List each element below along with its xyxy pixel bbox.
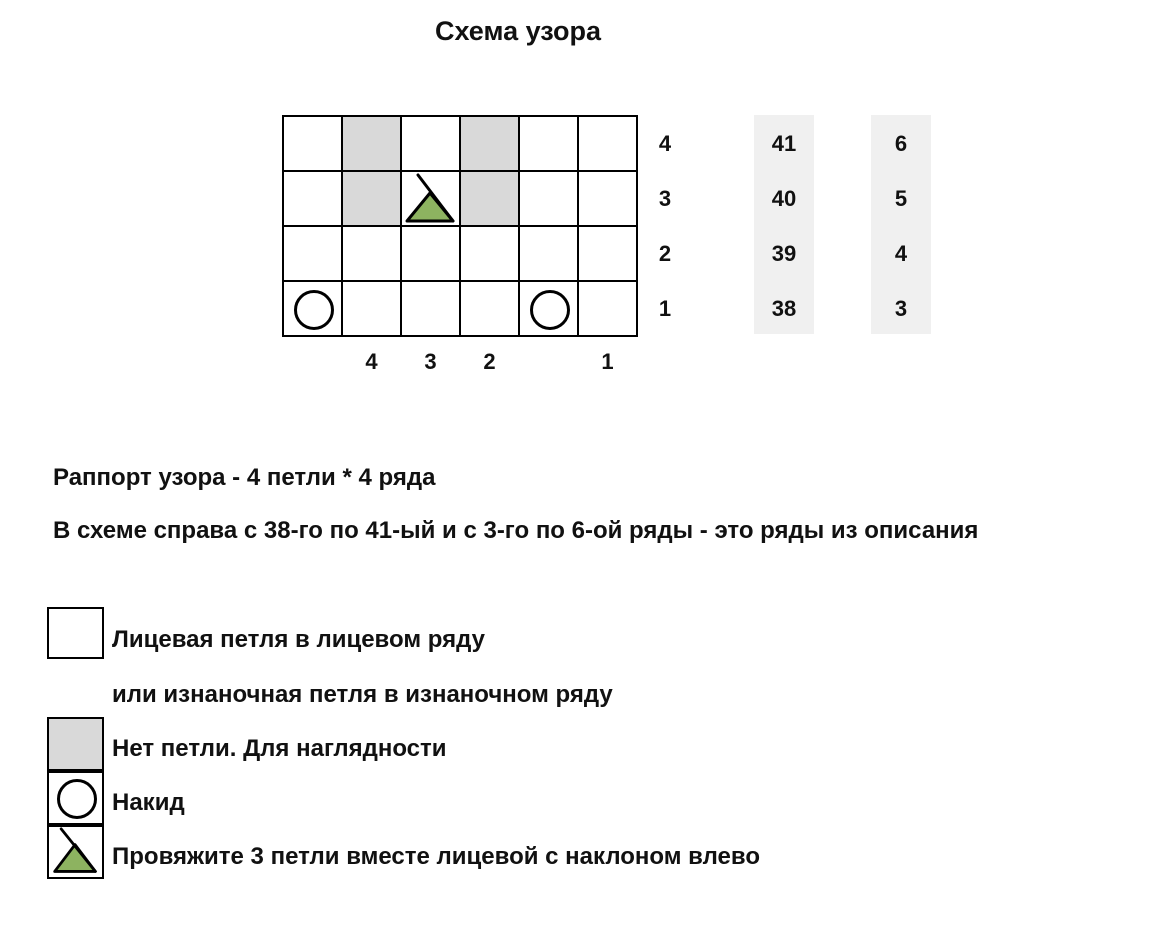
- circle-icon: [530, 290, 570, 330]
- knit-cell: [284, 227, 343, 282]
- desc-row-number: 40: [771, 186, 797, 211]
- desc-row-number: 5: [894, 186, 908, 211]
- knitting-chart-grid: [282, 115, 638, 337]
- legend-knit-swatch: [47, 607, 104, 659]
- desc-row-number: 3: [894, 296, 908, 321]
- legend-no-stitch-label: Нет петли. Для наглядности: [112, 735, 447, 762]
- knit-cell: [284, 117, 343, 172]
- desc-row-number: 41: [771, 131, 797, 156]
- k3tog-left-cell: [402, 172, 461, 227]
- knit-cell: [579, 117, 638, 172]
- legend-k3tog-swatch: [47, 825, 104, 879]
- knit-cell: [579, 282, 638, 337]
- legend-yarn-over-label: Накид: [112, 789, 185, 816]
- no-stitch-cell: [461, 117, 520, 172]
- triangle-left-slant-icon: [402, 172, 459, 225]
- knit-cell: [579, 227, 638, 282]
- knit-cell: [520, 227, 579, 282]
- row-label: 3: [658, 186, 672, 211]
- knit-cell: [520, 117, 579, 172]
- desc-row-number: 38: [771, 296, 797, 321]
- row-label: 2: [658, 241, 672, 266]
- col-label: 3: [424, 349, 437, 374]
- knit-cell: [520, 172, 579, 227]
- triangle-left-slant-icon: [49, 827, 102, 877]
- knit-cell: [461, 227, 520, 282]
- knit-cell: [402, 227, 461, 282]
- knit-cell: [402, 117, 461, 172]
- legend-yarn-over-swatch: [47, 771, 104, 825]
- col-label: 4: [365, 349, 378, 374]
- legend-knit-label-2: или изнаночная петля в изнаночном ряду: [112, 681, 613, 708]
- legend-no-stitch-swatch: [47, 717, 104, 771]
- row-label: 1: [658, 296, 672, 321]
- knit-cell: [579, 172, 638, 227]
- col-label: 1: [601, 349, 614, 374]
- no-stitch-cell: [343, 117, 402, 172]
- no-stitch-cell: [343, 172, 402, 227]
- knit-cell: [461, 282, 520, 337]
- description-rows-column-a: [754, 115, 814, 334]
- col-label: 2: [483, 349, 496, 374]
- circle-icon: [57, 779, 97, 819]
- legend-k3tog-label: Провяжите 3 петли вместе лицевой с наклоном влево: [112, 843, 760, 870]
- knit-cell: [343, 227, 402, 282]
- desc-row-number: 39: [771, 241, 797, 266]
- circle-icon: [294, 290, 334, 330]
- desc-row-number: 4: [894, 241, 908, 266]
- description-rows-column-b: [871, 115, 931, 334]
- no-stitch-cell: [461, 172, 520, 227]
- row-label: 4: [658, 131, 672, 156]
- yarn-over-cell: [520, 282, 579, 337]
- knit-cell: [284, 172, 343, 227]
- desc-row-number: 6: [894, 131, 908, 156]
- chart-title: Схема узора: [434, 16, 602, 46]
- repeat-note: Раппорт узора - 4 петли * 4 ряда: [53, 464, 436, 491]
- knit-cell: [402, 282, 461, 337]
- yarn-over-cell: [284, 282, 343, 337]
- knit-cell: [343, 282, 402, 337]
- rows-info-note: В схеме справа с 38-го по 41-ый и с 3-го по 6-ой ряды - это ряды из описания: [53, 517, 979, 544]
- legend-knit-label: Лицевая петля в лицевом ряду: [112, 626, 485, 653]
